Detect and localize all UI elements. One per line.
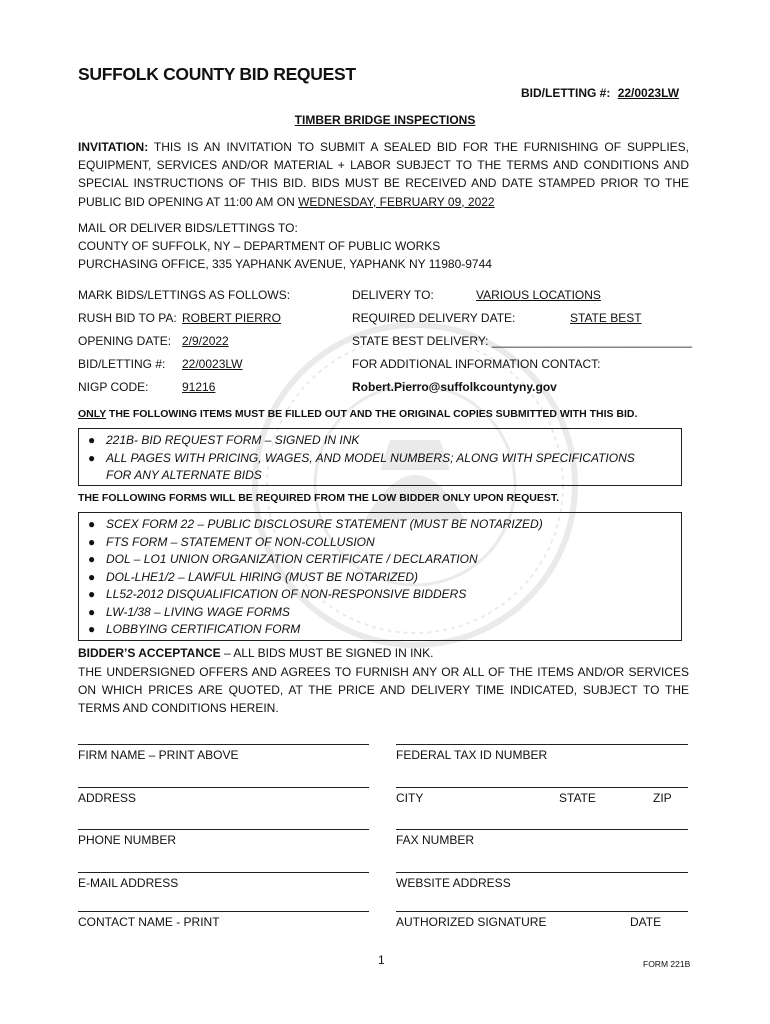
contact-email-link[interactable]: Robert.Pierro@suffolkcountyny.gov	[352, 380, 557, 394]
bullet-icon: ●	[88, 604, 96, 619]
page-number: 1	[378, 953, 385, 967]
required-delivery-label: REQUIRED DELIVERY DATE:	[352, 311, 516, 325]
list-item	[79, 586, 681, 604]
email-label: E-MAIL ADDRESS	[78, 876, 179, 890]
acceptance-paragraph: THE UNDERSIGNED OFFERS AND AGREES TO FURNISH ANY OR ALL OF THE ITEMS AND/OR SERVICES ON WHICH PRICES ARE QUOTED, AT THE PRICE AND DELIVERY TIME INDICATED, SUBJECT TO THE TERMS AND CONDITIONS HEREIN.	[78, 665, 689, 716]
mail-line-3: PURCHASING OFFICE, 335 YAPHANK AVENUE, YAPHANK NY 11980-9744	[78, 257, 492, 271]
acceptance-heading	[78, 646, 433, 660]
list-item-text: 221B- BID REQUEST FORM – SIGNED IN INK	[106, 433, 360, 447]
firm-name-line[interactable]	[78, 744, 369, 745]
rush-bid-label: RUSH BID TO PA:	[78, 311, 177, 325]
delivery-to-label: DELIVERY TO:	[352, 288, 434, 302]
opening-date-text: WEDNESDAY, FEBRUARY 09, 2022	[298, 194, 495, 209]
list-item	[79, 432, 681, 450]
mail-line-1: MAIL OR DELIVER BIDS/LETTINGS TO:	[78, 221, 298, 235]
address-label: ADDRESS	[78, 791, 137, 805]
website-label: WEBSITE ADDRESS	[396, 876, 511, 890]
page-title: SUFFOLK COUNTY BID REQUEST	[78, 64, 356, 84]
list-item-text: DOL – LO1 UNION ORGANIZATION CERTIFICATE / DECLARATION	[106, 552, 478, 566]
city-state-zip-line[interactable]	[396, 787, 688, 788]
list-item	[79, 516, 681, 534]
bid-letting-field-label: BID/LETTING #:	[78, 357, 166, 371]
bullet-icon: ●	[88, 552, 96, 566]
bullet-icon: ●	[88, 450, 96, 465]
list-item-text: ALL PAGES WITH PRICING, WAGES, AND MODEL NUMBERS; ALONG WITH SPECIFICATIONS FOR ANY ALTERNATE BIDS	[106, 450, 635, 482]
bid-letting-field-value: 22/0023LW	[182, 357, 243, 371]
address-line[interactable]	[78, 787, 369, 788]
list-item-text: LOBBYING CERTIFICATION FORM	[106, 622, 301, 636]
low-bidder-forms-box	[78, 512, 682, 641]
only-word: ONLY	[78, 408, 107, 420]
nigp-code-label: NIGP CODE:	[78, 380, 149, 394]
opening-date-value: 2/9/2022	[182, 334, 229, 348]
bullet-icon: ●	[88, 433, 96, 447]
list-item	[79, 534, 681, 552]
nigp-code-value: 91216	[182, 380, 216, 394]
bid-letting-number	[521, 86, 679, 100]
contact-name-label: CONTACT NAME - PRINT	[78, 915, 220, 929]
required-items-box	[78, 428, 682, 486]
tax-id-label: FEDERAL TAX ID NUMBER	[396, 748, 548, 762]
authorized-signature-line[interactable]	[396, 911, 688, 912]
state-best-delivery-field[interactable]: STATE BEST DELIVERY: ______________________________	[352, 334, 693, 348]
list-item	[79, 604, 681, 622]
phone-label: PHONE NUMBER	[78, 833, 177, 847]
bid-letting-value: 22/0023LW	[617, 86, 680, 100]
invitation-text: THIS IS AN INVITATION TO SUBMIT A SEALED BID FOR THE FURNISHING OF SUPPLIES, EQUIPMENT, SERVICES AND/OR MATERIAL + LABOR SUBJECT TO THE TERMS AND CONDITIONS AND SPECIAL INSTRUCTIONS OF THIS BID. BIDS MUST BE RECEIVED AND DATE STAMPED PRIOR TO THE PUBLIC BID OPENING AT 11:00 AM ON	[78, 140, 689, 209]
bid-subtitle	[0, 113, 770, 127]
acceptance-label-rest: – ALL BIDS MUST BE SIGNED IN INK.	[220, 646, 434, 660]
invitation-label: INVITATION:	[78, 140, 149, 154]
contact-name-line[interactable]	[78, 911, 369, 912]
bullet-icon: ●	[88, 569, 96, 584]
mark-bids-label: MARK BIDS/LETTINGS AS FOLLOWS:	[78, 288, 291, 302]
list-item-text: LW-1/38 – LIVING WAGE FORMS	[106, 604, 290, 619]
list-item	[79, 551, 681, 569]
fax-line[interactable]	[396, 829, 688, 830]
opening-date-label: OPENING DATE:	[78, 334, 172, 348]
bullet-icon: ●	[88, 534, 96, 549]
list-item	[79, 569, 681, 587]
list-item-text: FTS FORM – STATEMENT OF NON-COLLUSION	[106, 534, 375, 549]
zip-label: ZIP	[653, 791, 672, 805]
email-line[interactable]	[78, 872, 369, 873]
firm-name-label: FIRM NAME – PRINT ABOVE	[78, 748, 239, 762]
list-item-text: LL52-2012 DISQUALIFICATION OF NON-RESPONSIVE BIDDERS	[106, 587, 467, 601]
mail-line-2: COUNTY OF SUFFOLK, NY – DEPARTMENT OF PUBLIC WORKS	[78, 239, 441, 253]
city-label: CITY	[396, 791, 424, 805]
tax-id-line[interactable]	[396, 744, 688, 745]
additional-info-label: FOR ADDITIONAL INFORMATION CONTACT:	[352, 357, 601, 371]
low-bidder-notice: THE FOLLOWING FORMS WILL BE REQUIRED FROM THE LOW BIDDER ONLY UPON REQUEST.	[78, 492, 560, 504]
form-number: FORM 221B	[643, 959, 691, 969]
only-notice-rest: THE FOLLOWING ITEMS MUST BE FILLED OUT AND THE ORIGINAL COPIES SUBMITTED WITH THIS BID.	[106, 408, 638, 420]
date-label: DATE	[630, 915, 662, 929]
bullet-icon: ●	[88, 587, 96, 601]
delivery-to-value: VARIOUS LOCATIONS	[476, 288, 601, 302]
state-label: STATE	[559, 791, 596, 805]
acceptance-label: BIDDER’S ACCEPTANCE	[78, 646, 221, 660]
only-items-notice	[78, 408, 637, 420]
list-item	[79, 621, 681, 639]
bid-letting-label: BID/LETTING #:	[521, 86, 611, 100]
list-item	[79, 450, 681, 485]
website-line[interactable]	[396, 872, 688, 873]
bullet-icon: ●	[88, 622, 96, 636]
list-item-text: DOL-LHE1/2 – LAWFUL HIRING (MUST BE NOTARIZED)	[106, 569, 419, 584]
rush-bid-value: ROBERT PIERRO	[182, 311, 281, 325]
list-item-text: SCEX FORM 22 – PUBLIC DISCLOSURE STATEMENT (MUST BE NOTARIZED)	[106, 517, 543, 531]
required-delivery-value: STATE BEST	[570, 311, 642, 325]
bid-subtitle-text: TIMBER BRIDGE INSPECTIONS	[294, 113, 476, 127]
bullet-icon: ●	[88, 517, 96, 531]
invitation-paragraph	[78, 138, 689, 211]
authorized-signature-label: AUTHORIZED SIGNATURE	[396, 915, 547, 929]
fax-label: FAX NUMBER	[396, 833, 475, 847]
phone-line[interactable]	[78, 829, 369, 830]
